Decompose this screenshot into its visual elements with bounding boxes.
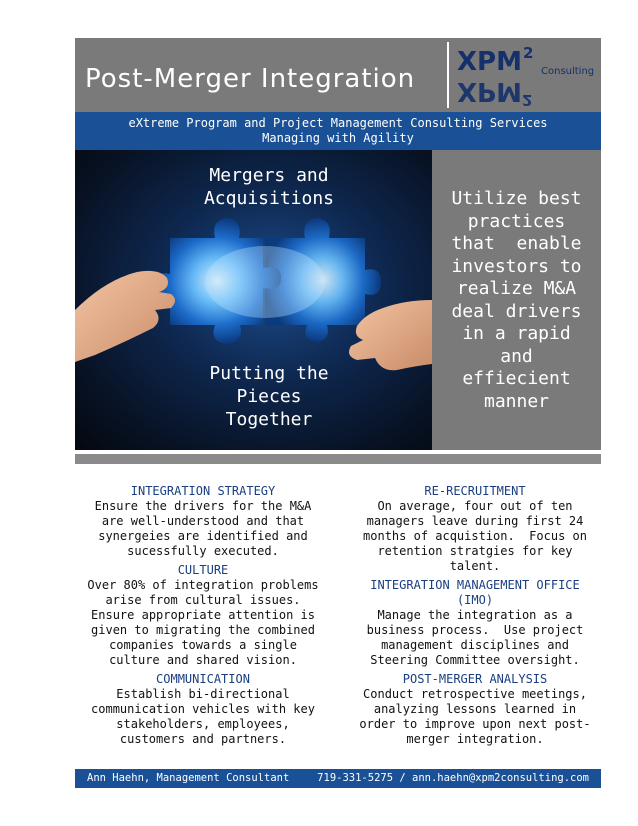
section-body: On average, four out of ten managers leave during first 24 months of acquistion. Focus on retention stratgies for key talent.	[363, 499, 587, 573]
section-heading: COMMUNICATION	[156, 672, 250, 686]
logo-reflection: XPM$^2$	[457, 76, 533, 109]
contact-info: 719-331-5275 / ann.haehn@xpm2consulting.com	[317, 772, 589, 784]
section-culture	[78, 563, 328, 668]
photo-caption-bottom: Putting the Pieces Together	[209, 363, 329, 430]
header-divider	[447, 42, 449, 108]
section-heading: INTEGRATION MANAGEMENT OFFICE (IMO)	[370, 578, 580, 607]
section-body: Conduct retrospective meetings, analyzing lessons learned in order to improve upon next post- merger integration.	[359, 687, 591, 746]
tagline-band	[75, 112, 601, 150]
photo-caption-top: Mergers and Acquisitions	[203, 165, 335, 209]
right-column	[350, 484, 600, 747]
section-heading: INTEGRATION STRATEGY	[130, 484, 276, 498]
section-heading: RE-RECRUITMENT	[424, 484, 526, 498]
header-banner	[75, 38, 601, 112]
left-hand	[75, 271, 175, 362]
section-body: Manage the integration as a business process. Use project management disciplines and Steering Committee oversight.	[366, 608, 584, 667]
section-body: Establish bi-directional communication vehicles with key stakeholders, employees, customers and partners.	[91, 687, 315, 746]
logo-subtitle: Consulting	[541, 66, 595, 77]
section-heading: POST-MERGER ANALYSIS	[402, 672, 548, 686]
section-re-recruitment	[350, 484, 600, 574]
section-communication	[78, 672, 328, 747]
section-body: Ensure the drivers for the M&A are well-understood and that synergeies are identified and sucessfully executed.	[94, 499, 312, 558]
left-column	[78, 484, 328, 747]
page-title: Post-Merger Integration	[85, 64, 416, 94]
puzzle-glow	[205, 246, 325, 318]
section-divider	[75, 454, 601, 464]
tagline-line-1: eXtreme Program and Project Management Consulting Services	[128, 116, 548, 130]
section-integration-strategy	[78, 484, 328, 559]
section-post-merger-analysis	[350, 672, 600, 747]
value-proposition-box: Utilize best practices that enable investors to realize M&A deal drivers in a rapid and effiecient manner	[432, 150, 601, 450]
section-imo	[350, 578, 600, 668]
tagline-line-2: Managing with Agility	[262, 131, 414, 145]
consultant-name: Ann Haehn, Management Consultant	[87, 772, 290, 784]
company-logo	[453, 38, 601, 112]
puzzle-hands-image	[75, 150, 432, 450]
logo-mark: XPM$^2$	[457, 44, 534, 77]
section-body: Over 80% of integration problems arise from cultural issues. Ensure appropriate attention is given to migrating the combined companies towards a single culture and shared vision.	[87, 578, 319, 667]
footer-bar	[75, 769, 601, 788]
section-heading: CULTURE	[177, 563, 229, 577]
